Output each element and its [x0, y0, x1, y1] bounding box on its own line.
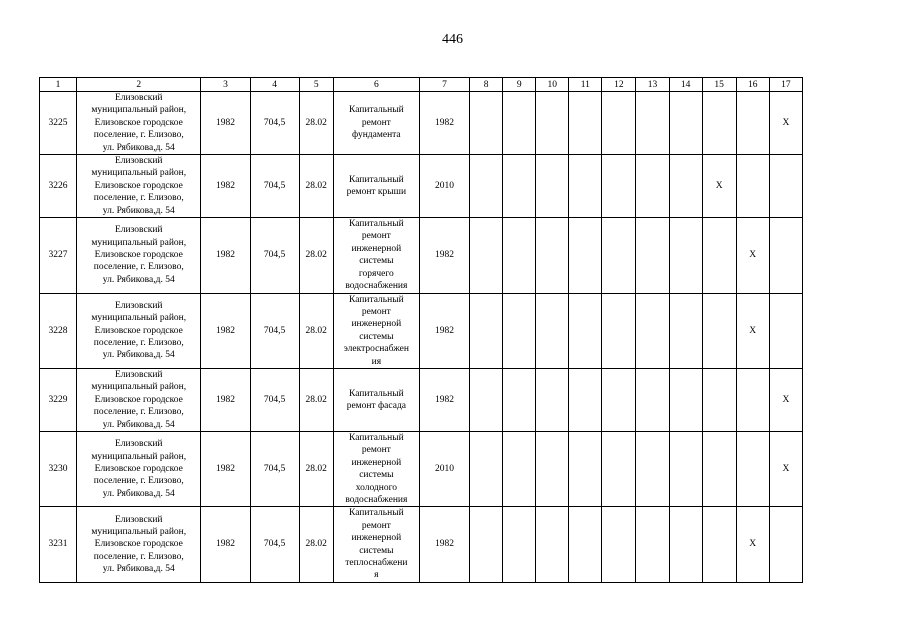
- address-cell-line: поселение, г. Елизово,: [93, 337, 184, 348]
- work-type-cell-line: ремонт: [361, 117, 391, 128]
- address-cell-line: муниципальный район,: [91, 105, 187, 116]
- address-cell-line: Елизовское городское: [94, 250, 183, 261]
- col-15-cell: Х: [702, 155, 736, 218]
- work-type-cell-line: фундамента: [352, 130, 401, 141]
- address-cell-line: ул. Рябикова,д. 54: [102, 142, 175, 153]
- col-14-cell: [669, 155, 702, 218]
- col-10-cell: [536, 368, 569, 431]
- col-12-cell: [602, 431, 636, 506]
- area-cell: 704,5: [250, 92, 299, 155]
- address-cell-line: Елизовский: [114, 93, 163, 103]
- col-17-cell: Х: [769, 368, 802, 431]
- work-type-cell-line: инженерной: [351, 243, 402, 254]
- work-type-cell-line: Капитальный: [349, 388, 404, 399]
- col-14-cell: [669, 218, 702, 293]
- code-cell: 28.02: [299, 431, 333, 506]
- table-row: [40, 155, 803, 218]
- col-8-cell: [470, 92, 503, 155]
- row-number-cell: 3229: [40, 368, 77, 431]
- col-8-cell: [470, 218, 503, 293]
- column-header-12: 12: [602, 78, 636, 92]
- col-17-cell: [769, 507, 802, 582]
- col-8-cell: [470, 293, 503, 368]
- col-14-cell: [669, 293, 702, 368]
- col-10-cell: [536, 431, 569, 506]
- col-17-cell: [769, 218, 802, 293]
- work-type-cell-line: ремонт фасада: [346, 400, 406, 411]
- code-cell: 28.02: [299, 293, 333, 368]
- work-type-cell-line: ремонт: [361, 445, 391, 456]
- col-11-cell: [569, 92, 602, 155]
- work-type-cell-line: Капитальный: [349, 432, 404, 443]
- col-13-cell: [636, 218, 669, 293]
- address-cell-line: Елизовское городское: [94, 463, 183, 474]
- table-row: [40, 218, 803, 293]
- col-13-cell: [636, 92, 669, 155]
- address-cell-line: муниципальный район,: [91, 168, 187, 179]
- address-cell-line: ул. Рябикова,д. 54: [102, 350, 175, 361]
- address-cell: [77, 218, 201, 293]
- work-type-cell-line: инженерной: [351, 457, 402, 468]
- row-number-cell: 3227: [40, 218, 77, 293]
- col-14-cell: [669, 431, 702, 506]
- year-built-cell: 1982: [201, 293, 250, 368]
- work-type-cell: [333, 368, 419, 431]
- work-type-cell-line: водоснабжения: [345, 281, 408, 292]
- table-row: [40, 368, 803, 431]
- table-row: [40, 431, 803, 506]
- work-type-cell-line: системы: [359, 256, 394, 267]
- address-cell-line: муниципальный район,: [91, 527, 187, 538]
- area-cell: 704,5: [250, 293, 299, 368]
- col-14-cell: [669, 507, 702, 582]
- year-cell: 1982: [419, 293, 469, 368]
- work-type-cell-line: Капитальный: [349, 105, 404, 116]
- work-type-cell-line: горячего: [358, 268, 394, 279]
- year-built-cell: 1982: [201, 507, 250, 582]
- work-type-cell-line: электроснабжен: [343, 344, 409, 355]
- work-type-cell-line: водоснабжения: [345, 495, 408, 505]
- address-cell: [77, 507, 201, 582]
- col-11-cell: [569, 293, 602, 368]
- area-cell: 704,5: [250, 368, 299, 431]
- col-9-cell: [503, 507, 536, 582]
- col-16-cell: [736, 431, 769, 506]
- work-type-cell-line: ремонт: [361, 231, 391, 242]
- address-cell-line: поселение, г. Елизово,: [93, 193, 184, 204]
- col-9-cell: [503, 92, 536, 155]
- address-cell-line: муниципальный район,: [91, 451, 187, 462]
- col-14-cell: [669, 368, 702, 431]
- work-type-cell-line: инженерной: [351, 533, 402, 544]
- area-cell: 704,5: [250, 507, 299, 582]
- column-header-3: 3: [201, 78, 250, 92]
- col-9-cell: [503, 218, 536, 293]
- address-cell-line: поселение, г. Елизово,: [93, 130, 184, 141]
- col-16-cell: Х: [736, 218, 769, 293]
- address-cell-line: муниципальный район,: [91, 313, 187, 324]
- column-header-16: 16: [736, 78, 769, 92]
- col-14-cell: [669, 92, 702, 155]
- address-cell-line: Елизовский: [114, 439, 163, 450]
- year-built-cell: 1982: [201, 431, 250, 506]
- row-number-cell: 3228: [40, 293, 77, 368]
- table-row: [40, 293, 803, 368]
- col-15-cell: [702, 92, 736, 155]
- address-cell-line: Елизовский: [114, 369, 163, 380]
- year-cell: 1982: [419, 92, 469, 155]
- work-type-cell: [333, 92, 419, 155]
- page-number: 446: [442, 32, 463, 47]
- col-15-cell: [702, 431, 736, 506]
- col-10-cell: [536, 293, 569, 368]
- address-cell-line: Елизовский: [114, 514, 163, 525]
- col-17-cell: Х: [769, 431, 802, 506]
- column-header-17: 17: [769, 78, 802, 92]
- work-type-cell: [333, 507, 419, 582]
- col-10-cell: [536, 155, 569, 218]
- col-17-cell: [769, 155, 802, 218]
- work-type-cell: [333, 293, 419, 368]
- row-number-cell: 3230: [40, 431, 77, 506]
- column-header-4: 4: [250, 78, 299, 92]
- work-type-cell-line: системы: [359, 470, 394, 481]
- col-9-cell: [503, 155, 536, 218]
- col-17-cell: [769, 293, 802, 368]
- col-8-cell: [470, 431, 503, 506]
- year-built-cell: 1982: [201, 155, 250, 218]
- work-type-cell: [333, 218, 419, 293]
- col-15-cell: [702, 218, 736, 293]
- col-13-cell: [636, 507, 669, 582]
- col-9-cell: [503, 368, 536, 431]
- work-type-cell-line: ремонт: [361, 306, 391, 317]
- work-type-cell-line: Капитальный: [349, 174, 404, 185]
- column-header-13: 13: [636, 78, 669, 92]
- col-12-cell: [602, 92, 636, 155]
- address-cell: [77, 293, 201, 368]
- col-12-cell: [602, 507, 636, 582]
- work-type-cell-line: теплоснабжени: [345, 558, 408, 569]
- col-13-cell: [636, 431, 669, 506]
- address-cell-line: поселение, г. Елизово,: [93, 262, 184, 273]
- repair-plan-table: [39, 77, 803, 583]
- code-cell: 28.02: [299, 218, 333, 293]
- column-header-14: 14: [669, 78, 702, 92]
- col-10-cell: [536, 507, 569, 582]
- column-header-8: 8: [470, 78, 503, 92]
- work-type-cell-line: системы: [359, 331, 394, 342]
- column-header-15: 15: [702, 78, 736, 92]
- work-type-cell-line: Капитальный: [349, 219, 404, 230]
- col-11-cell: [569, 218, 602, 293]
- row-number-cell: 3226: [40, 155, 77, 218]
- header-row: [40, 78, 803, 92]
- col-17-cell: Х: [769, 92, 802, 155]
- work-type-cell-line: Капитальный: [349, 294, 404, 305]
- col-11-cell: [569, 155, 602, 218]
- address-cell: [77, 431, 201, 506]
- address-cell-line: поселение, г. Елизово,: [93, 476, 184, 487]
- col-13-cell: [636, 368, 669, 431]
- work-type-cell: [333, 155, 419, 218]
- col-11-cell: [569, 431, 602, 506]
- col-16-cell: [736, 368, 769, 431]
- column-header-1: 1: [40, 78, 77, 92]
- address-cell-line: Елизовский: [114, 225, 163, 236]
- address-cell-line: Елизовское городское: [94, 394, 183, 405]
- work-type-cell-line: инженерной: [351, 319, 402, 330]
- year-built-cell: 1982: [201, 92, 250, 155]
- column-header-6: 6: [333, 78, 419, 92]
- col-12-cell: [602, 218, 636, 293]
- col-16-cell: Х: [736, 293, 769, 368]
- code-cell: 28.02: [299, 368, 333, 431]
- year-cell: 1982: [419, 507, 469, 582]
- col-15-cell: [702, 293, 736, 368]
- table-row: [40, 507, 803, 582]
- year-cell: 2010: [419, 155, 469, 218]
- row-number-cell: 3225: [40, 92, 77, 155]
- work-type-cell-line: Капитальный: [349, 508, 404, 519]
- address-cell-line: ул. Рябикова,д. 54: [102, 205, 175, 216]
- address-cell-line: Елизовский: [114, 300, 163, 311]
- col-15-cell: [702, 368, 736, 431]
- work-type-cell-line: я: [374, 570, 379, 581]
- address-cell-line: Елизовский: [114, 156, 163, 167]
- work-type-cell-line: холодного: [355, 482, 397, 493]
- col-13-cell: [636, 155, 669, 218]
- col-12-cell: [602, 293, 636, 368]
- col-12-cell: [602, 368, 636, 431]
- col-16-cell: [736, 155, 769, 218]
- column-header-11: 11: [569, 78, 602, 92]
- col-8-cell: [470, 155, 503, 218]
- year-built-cell: 1982: [201, 218, 250, 293]
- col-16-cell: Х: [736, 507, 769, 582]
- address-cell-line: ул. Рябикова,д. 54: [102, 274, 175, 285]
- work-type-cell-line: ия: [371, 356, 382, 367]
- address-cell: [77, 155, 201, 218]
- address-cell: [77, 368, 201, 431]
- work-type-cell-line: ремонт: [361, 520, 391, 531]
- column-header-2: 2: [77, 78, 201, 92]
- year-cell: 1982: [419, 218, 469, 293]
- col-12-cell: [602, 155, 636, 218]
- year-built-cell: 1982: [201, 368, 250, 431]
- column-header-9: 9: [503, 78, 536, 92]
- col-8-cell: [470, 507, 503, 582]
- code-cell: 28.02: [299, 155, 333, 218]
- area-cell: 704,5: [250, 431, 299, 506]
- column-header-5: 5: [299, 78, 333, 92]
- row-number-cell: 3231: [40, 507, 77, 582]
- work-type-cell: [333, 431, 419, 506]
- address-cell-line: Елизовское городское: [94, 325, 183, 336]
- address-cell-line: ул. Рябикова,д. 54: [102, 564, 175, 575]
- col-10-cell: [536, 218, 569, 293]
- table-body: [40, 92, 803, 583]
- year-cell: 1982: [419, 368, 469, 431]
- code-cell: 28.02: [299, 507, 333, 582]
- address-cell-line: Елизовское городское: [94, 180, 183, 191]
- col-8-cell: [470, 368, 503, 431]
- address-cell-line: муниципальный район,: [91, 237, 187, 248]
- address-cell-line: Елизовское городское: [94, 117, 183, 128]
- address-cell: [77, 92, 201, 155]
- col-11-cell: [569, 507, 602, 582]
- area-cell: 704,5: [250, 155, 299, 218]
- year-cell: 2010: [419, 431, 469, 506]
- address-cell-line: ул. Рябикова,д. 54: [102, 488, 175, 499]
- col-15-cell: [702, 507, 736, 582]
- column-header-10: 10: [536, 78, 569, 92]
- col-9-cell: [503, 431, 536, 506]
- column-header-7: 7: [419, 78, 469, 92]
- address-cell-line: муниципальный район,: [91, 382, 187, 393]
- work-type-cell-line: системы: [359, 545, 394, 556]
- col-11-cell: [569, 368, 602, 431]
- col-13-cell: [636, 293, 669, 368]
- col-16-cell: [736, 92, 769, 155]
- code-cell: 28.02: [299, 92, 333, 155]
- table-row: [40, 92, 803, 155]
- col-10-cell: [536, 92, 569, 155]
- work-type-cell-line: ремонт крыши: [346, 187, 407, 198]
- address-cell-line: поселение, г. Елизово,: [93, 551, 184, 562]
- address-cell-line: ул. Рябикова,д. 54: [102, 419, 175, 430]
- area-cell: 704,5: [250, 218, 299, 293]
- address-cell-line: поселение, г. Елизово,: [93, 407, 184, 418]
- address-cell-line: Елизовское городское: [94, 539, 183, 550]
- col-9-cell: [503, 293, 536, 368]
